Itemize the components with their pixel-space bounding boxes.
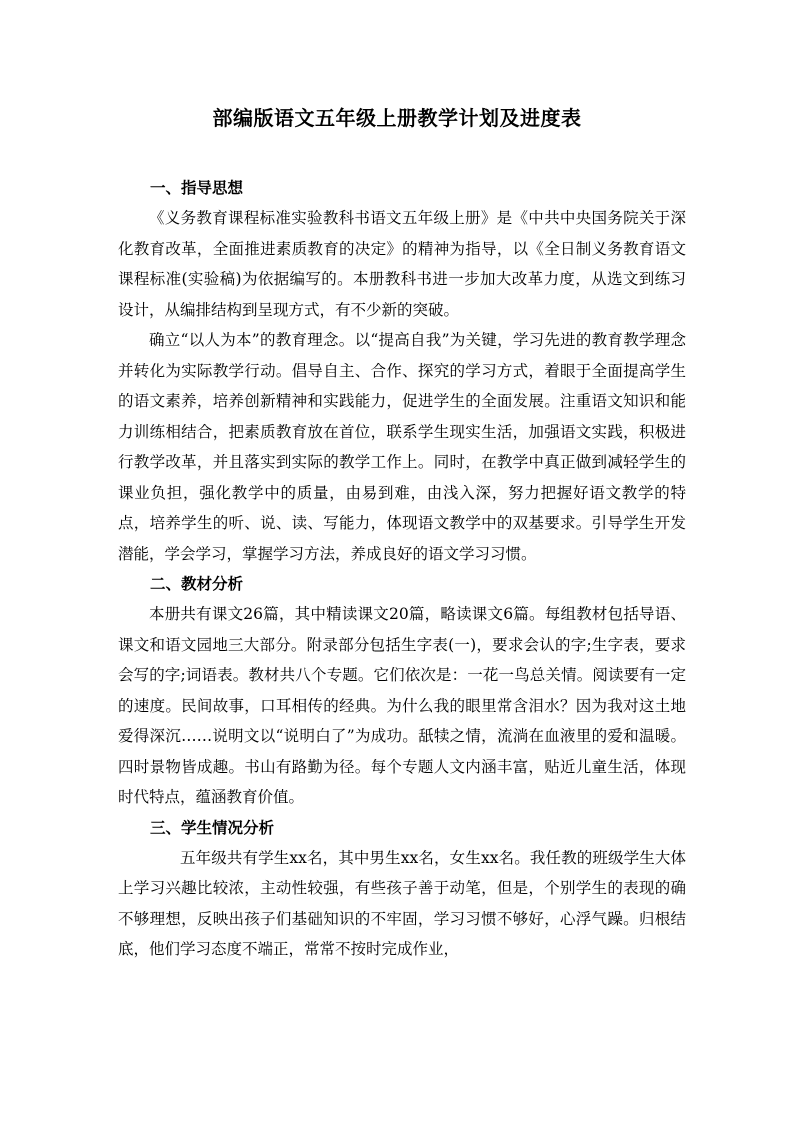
section-heading: 二、教材分析 <box>150 575 244 593</box>
section-textbook-analysis <box>118 569 686 813</box>
document-body <box>118 173 686 965</box>
section-heading: 一、指导思想 <box>150 179 244 197</box>
section-heading: 三、学生情况分析 <box>150 818 275 837</box>
document-title: 部编版语文五年级上册教学计划及进度表 <box>212 106 582 130</box>
paragraph: 本册共有课文26篇，其中精读课文20篇，略读课文6篇。每组教材包括导语、课文和语文园地三大部分。附录部分包括生字表(一)，要求会认的字;生字表，要求会写的字;词语表。教材共八个专题。它们依次是：一花一鸟总关情。阅读要有一定的速度。民间故事，口耳相传的经典。为什么我的眼里常含泪水？因为我对这土地爱得深沉……说明文以“说明白了”为成功。舐犊之情，流淌在血液里的爱和温暖。四时景物皆成趣。书山有路勤为径。每个专题人文内涵丰富，贴近儿童生活，体现时代特点，蕴涵教育价值。 <box>118 605 686 806</box>
section-guiding-thought <box>118 173 686 569</box>
paragraph: 确立“以人为本”的教育理念。以“提高自我”为关键，学习先进的教育教学理念并转化为实际教学行动。倡导自主、合作、探究的学习方式，着眼于全面提高学生的语文素养，培养创新精神和实践能力，促进学生的全面发展。注重语文知识和能力训练相结合，把素质教育放在首位，联系学生现实生活，加强语文实践，积极进行教学改革，并且落实到实际的教学工作上。同时，在教学中真正做到减轻学生的课业负担，强化教学中的质量，由易到难，由浅入深，努力把握好语文教学的特点，培养学生的听、说、读、写能力，体现语文教学中的双基要求。引导学生开发潜能，学会学习，掌握学习方法，养成良好的语文学习习惯。 <box>118 331 686 563</box>
section-student-analysis <box>118 813 686 965</box>
paragraph: 《义务教育课程标准实验教科书语文五年级上册》是《中共中央国务院关于深化教育改革，全面推进素质教育的决定》的精神为指导，以《全日制义务教育语文课程标准(实验稿)为依据编写的。本册教科书进一步加大改革力度，从选文到练习设计，从编排结构到呈现方式，有不少新的突破。 <box>118 209 686 319</box>
paragraph: 五年级共有学生xx名，其中男生xx名，女生xx名。我任教的班级学生大体上学习兴趣比较浓，主动性较强，有些孩子善于动笔，但是，个别学生的表现的确不够理想，反映出孩子们基础知识的不牢固，学习习惯不够好，心浮气躁。归根结底，他们学习态度不端正，常常不按时完成作业， <box>118 848 686 958</box>
